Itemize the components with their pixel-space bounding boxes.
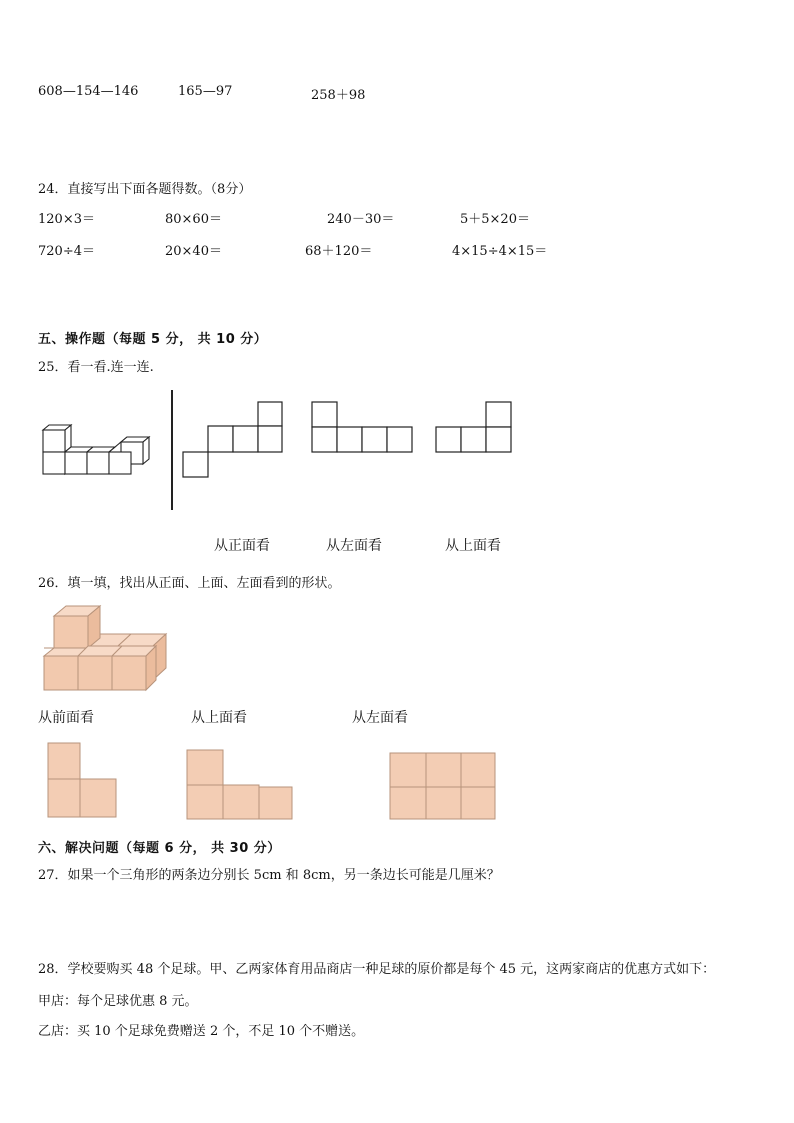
q28-shop-a: 甲店：每个足球优惠 8 元。 [38,994,198,1009]
q24-r2-c2: 20×40＝ [165,244,222,259]
q26-label-front: 从前面看 [38,710,94,726]
q27-text: 27．如果一个三角形的两条边分别长 5cm 和 8cm，另一条边长可能是几厘米？ [38,868,500,883]
q25-label-top: 从上面看 [445,538,501,554]
q24-title: 24．直接写出下面各题得数。（8分） [38,182,252,197]
q24-r1-c1: 120×3＝ [38,212,95,227]
q28-shop-b: 乙店：买 10 个足球免费赠送 2 个，不足 10 个不赠送。 [38,1024,365,1039]
q24-r2-c4: 4×15÷4×15＝ [452,244,548,259]
q26-label-left: 从左面看 [352,710,408,726]
q25-view-2 [312,402,414,454]
q26-view-left [389,752,497,820]
q24-r1-c3: 240－30＝ [327,212,395,227]
q28-text: 28．学校要购买 48 个足球。甲、乙两家体育用品商店一种足球的原价都是每个 45 元，这两家商店的优惠方式如下： [38,962,716,977]
q25-title: 25．看一看.连一连. [38,360,154,375]
q26-label-top: 从上面看 [191,710,247,726]
q24-r2-c3: 68＋120＝ [305,244,373,259]
q24-r1-c4: 5＋5×20＝ [460,212,530,227]
q25-divider [171,390,173,510]
q26-cube-figure [42,604,172,694]
q25-label-front: 从正面看 [214,538,270,554]
q25-label-left: 从左面看 [326,538,382,554]
q25-view-1 [183,402,283,478]
q26-title: 26．填一填，找出从正面、上面、左面看到的形状。 [38,576,341,591]
exercise-1: 608—154—146 [38,84,139,99]
exercise-2: 165—97 [178,84,233,99]
q25-cube-figure [40,425,155,480]
exercise-3: 258＋98 [311,88,366,103]
q24-r2-c1: 720÷4＝ [38,244,95,259]
q25-view-3 [436,402,514,454]
q26-view-top [186,749,294,821]
section6-title: 六、解决问题（每题 6 分， 共 30 分） [38,841,281,856]
section5-title: 五、操作题（每题 5 分， 共 10 分） [38,332,268,347]
q24-r1-c2: 80×60＝ [165,212,222,227]
q26-view-front [47,742,119,820]
